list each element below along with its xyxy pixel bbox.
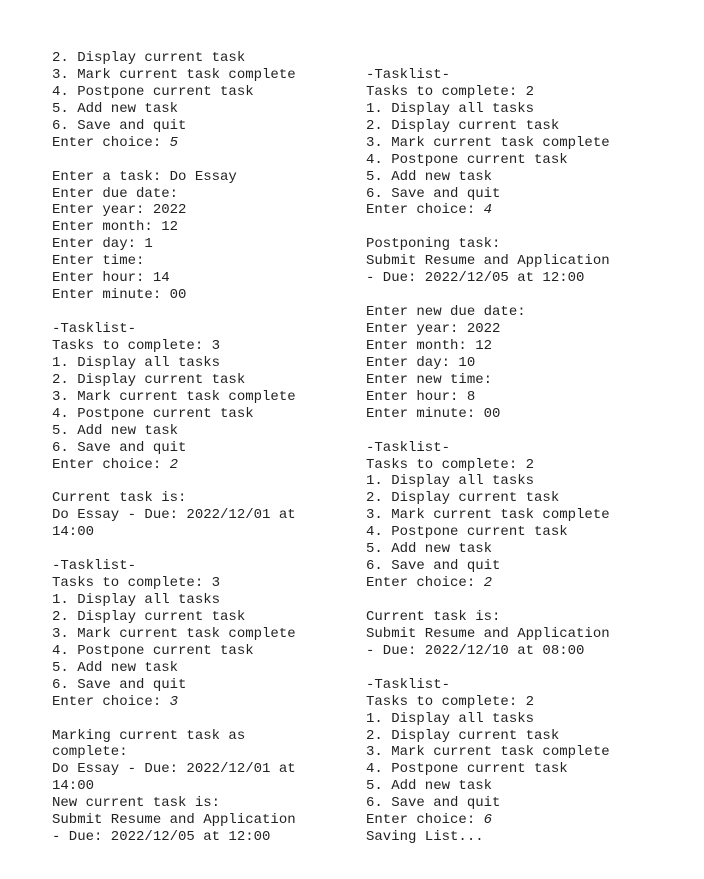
console-line	[366, 355, 686, 372]
console-line	[52, 372, 352, 389]
console-line-text: Enter year: 2022	[52, 202, 187, 219]
console-line	[366, 118, 686, 135]
user-input-value: 5	[169, 134, 179, 151]
console-line-text: Enter choice:	[366, 812, 484, 829]
console-line	[366, 711, 686, 728]
console-line	[52, 558, 352, 575]
console-line	[52, 406, 352, 423]
console-line	[52, 457, 352, 474]
console-line-text: Postponing task:	[366, 236, 501, 253]
console-line	[366, 728, 686, 745]
console-line-text: Enter minute: 00	[52, 287, 187, 304]
user-input-value: 2	[169, 456, 179, 473]
console-line	[52, 270, 352, 287]
blank-line	[366, 219, 686, 236]
console-line-text: Enter choice:	[366, 575, 484, 592]
console-line	[366, 761, 686, 778]
console-line-text: Saving List...	[366, 829, 484, 846]
console-line-text: - Due: 2022/12/10 at 08:00	[366, 642, 585, 659]
console-line	[366, 643, 686, 660]
console-line	[366, 304, 686, 321]
console-line-text: 1. Display all tasks	[366, 473, 535, 490]
console-line-text: 5. Add new task	[52, 422, 179, 439]
user-input-value: 2	[483, 575, 493, 592]
console-line-text: 4. Postpone current task	[52, 642, 254, 659]
console-line	[366, 135, 686, 152]
console-output-right-column	[366, 50, 686, 846]
user-input-value: 3	[169, 693, 179, 710]
console-line-text: Enter new due date:	[366, 304, 526, 321]
console-line	[52, 169, 352, 186]
console-line-text: Enter month: 12	[52, 219, 179, 236]
blank-line	[366, 592, 686, 609]
console-line-text: Current task is:	[366, 608, 501, 625]
console-line	[366, 253, 686, 270]
console-line-text: 6. Save and quit	[52, 439, 187, 456]
console-line	[366, 270, 686, 287]
console-line-text: -Tasklist-	[52, 558, 137, 575]
console-line-text: complete:	[52, 744, 128, 761]
console-line	[366, 694, 686, 711]
console-line	[52, 575, 352, 592]
console-line-text: Enter choice:	[52, 693, 170, 710]
console-line-text: Do Essay - Due: 2022/12/01 at	[52, 761, 296, 778]
console-line	[52, 524, 352, 541]
console-line	[52, 507, 352, 524]
console-line	[366, 236, 686, 253]
console-line	[52, 321, 352, 338]
console-line	[52, 202, 352, 219]
console-line-text: 1. Display all tasks	[52, 592, 221, 608]
console-line	[52, 101, 352, 118]
console-line-text: 6. Save and quit	[52, 676, 187, 693]
console-line	[366, 84, 686, 101]
console-line	[52, 677, 352, 694]
blank-line	[366, 660, 686, 677]
console-line-text: Tasks to complete: 2	[366, 83, 535, 100]
console-line-text: 5. Add new task	[366, 541, 493, 558]
console-line-text: 6. Save and quit	[52, 117, 187, 134]
blank-line	[52, 304, 352, 321]
console-line	[52, 829, 352, 846]
console-line-text: New current task is:	[52, 795, 221, 812]
console-line	[366, 575, 686, 592]
console-line-text: Enter minute: 00	[366, 405, 501, 422]
console-line-text: 3. Mark current task complete	[366, 507, 610, 524]
console-line-text: - Due: 2022/12/05 at 12:00	[366, 270, 585, 287]
console-line-text: 4. Postpone current task	[52, 83, 254, 100]
console-line	[52, 728, 352, 745]
console-line-text: 1. Display all tasks	[366, 100, 535, 117]
console-line	[52, 84, 352, 101]
console-line	[52, 219, 352, 236]
console-line-text: 3. Mark current task complete	[366, 134, 610, 151]
console-line	[52, 186, 352, 203]
console-line	[366, 524, 686, 541]
console-line	[52, 355, 352, 372]
console-line	[52, 50, 352, 67]
console-line-text: Enter time:	[52, 253, 145, 270]
console-line-text: Current task is:	[52, 490, 187, 507]
console-line	[366, 321, 686, 338]
console-line-text: 3. Mark current task complete	[52, 66, 296, 83]
console-line	[366, 795, 686, 812]
console-line-text: 5. Add new task	[366, 168, 493, 185]
console-line	[52, 389, 352, 406]
console-line-text: 2. Display current task	[52, 608, 246, 625]
console-line-text: 6. Save and quit	[366, 558, 501, 575]
console-line	[52, 812, 352, 829]
console-line-text: Tasks to complete: 2	[366, 456, 535, 473]
console-line-text: -Tasklist-	[52, 321, 137, 337]
console-line-text: Enter new time:	[366, 371, 493, 388]
console-line	[366, 67, 686, 84]
console-line-text: 5. Add new task	[52, 659, 179, 676]
console-line-text: 2. Display current task	[366, 490, 560, 507]
console-line-text: 1. Display all tasks	[366, 710, 535, 727]
console-line-text: 14:00	[52, 778, 95, 795]
console-line-text: - Due: 2022/12/05 at 12:00	[52, 829, 271, 846]
console-line-text: 4. Postpone current task	[52, 405, 254, 422]
console-line	[52, 795, 352, 812]
console-line-text: 2. Display current task	[52, 50, 246, 66]
console-line	[366, 744, 686, 761]
console-line	[52, 744, 352, 761]
console-line-text: 2. Display current task	[366, 117, 560, 134]
console-line-text: 5. Add new task	[366, 778, 493, 795]
console-line	[52, 643, 352, 660]
console-line	[366, 778, 686, 795]
console-line-text: 1. Display all tasks	[52, 354, 221, 371]
console-line	[366, 338, 686, 355]
console-line	[52, 694, 352, 711]
console-line	[366, 677, 686, 694]
console-line-text: 2. Display current task	[366, 727, 560, 744]
console-line-text: Enter day: 10	[366, 354, 476, 371]
console-line	[366, 389, 686, 406]
console-line-text: Enter choice:	[366, 202, 484, 219]
console-line	[366, 473, 686, 490]
blank-line	[52, 473, 352, 490]
console-line-text: Enter hour: 14	[52, 270, 170, 287]
console-line-text: 3. Mark current task complete	[366, 744, 610, 761]
console-line-text: -Tasklist-	[366, 66, 451, 83]
console-line	[366, 812, 686, 829]
console-line	[366, 558, 686, 575]
console-line-text: 6. Save and quit	[366, 795, 501, 812]
console-line	[52, 253, 352, 270]
console-line	[366, 829, 686, 846]
console-line	[366, 490, 686, 507]
console-line	[52, 761, 352, 778]
console-line-text: Tasks to complete: 3	[52, 337, 221, 354]
console-line-text: 2. Display current task	[52, 371, 246, 388]
console-line-text: Marking current task as	[52, 727, 246, 744]
console-line	[366, 406, 686, 423]
console-line	[366, 457, 686, 474]
console-line	[52, 626, 352, 643]
console-line	[52, 592, 352, 609]
console-line-text: Enter a task: Do Essay	[52, 168, 237, 185]
console-line-text: 4. Postpone current task	[366, 151, 568, 168]
console-line-text: Do Essay - Due: 2022/12/01 at	[52, 507, 296, 524]
console-line	[52, 67, 352, 84]
blank-line	[52, 711, 352, 728]
console-line	[52, 490, 352, 507]
console-line-text: Enter day: 1	[52, 236, 153, 253]
console-line-text: -Tasklist-	[366, 676, 451, 693]
console-line-text: Submit Resume and Application	[366, 253, 610, 270]
console-line-text: Tasks to complete: 2	[366, 693, 535, 710]
console-line	[366, 609, 686, 626]
console-line	[52, 287, 352, 304]
console-line	[366, 169, 686, 186]
console-output-left-column	[52, 50, 352, 846]
console-line	[52, 778, 352, 795]
console-line	[52, 440, 352, 457]
console-line	[52, 135, 352, 152]
console-line-text: 6. Save and quit	[366, 185, 501, 202]
console-line	[52, 423, 352, 440]
console-line-text: 4. Postpone current task	[366, 524, 568, 541]
console-line-text: 3. Mark current task complete	[52, 388, 296, 405]
console-line	[52, 236, 352, 253]
console-line-text: 3. Mark current task complete	[52, 625, 296, 642]
console-line	[52, 338, 352, 355]
console-line-text: 5. Add new task	[52, 100, 179, 117]
blank-line	[52, 152, 352, 169]
console-line-text: Enter choice:	[52, 456, 170, 473]
console-line	[366, 372, 686, 389]
console-line	[366, 186, 686, 203]
console-line	[366, 507, 686, 524]
blank-line	[366, 287, 686, 304]
console-line-text: Submit Resume and Application	[366, 625, 610, 642]
console-line-text: Enter choice:	[52, 134, 170, 151]
console-line	[52, 609, 352, 626]
console-line-text: 14:00	[52, 524, 95, 541]
console-line-text: 4. Postpone current task	[366, 761, 568, 778]
console-line	[366, 101, 686, 118]
console-line	[52, 118, 352, 135]
console-line	[366, 541, 686, 558]
console-line	[366, 202, 686, 219]
console-line-text: Enter year: 2022	[366, 321, 501, 337]
console-line-text: Tasks to complete: 3	[52, 575, 221, 592]
console-line	[52, 660, 352, 677]
console-line-text: -Tasklist-	[366, 439, 451, 456]
blank-line	[52, 541, 352, 558]
user-input-value: 6	[483, 812, 493, 829]
console-line-text: Submit Resume and Application	[52, 812, 296, 829]
console-line	[366, 626, 686, 643]
console-line	[366, 152, 686, 169]
console-line-text: Enter month: 12	[366, 337, 493, 354]
user-input-value: 4	[483, 202, 493, 219]
console-line-text: Enter hour: 8	[366, 388, 476, 405]
console-line	[366, 440, 686, 457]
console-line-text: Enter due date:	[52, 185, 179, 202]
blank-line	[366, 423, 686, 440]
blank-line	[366, 50, 686, 67]
